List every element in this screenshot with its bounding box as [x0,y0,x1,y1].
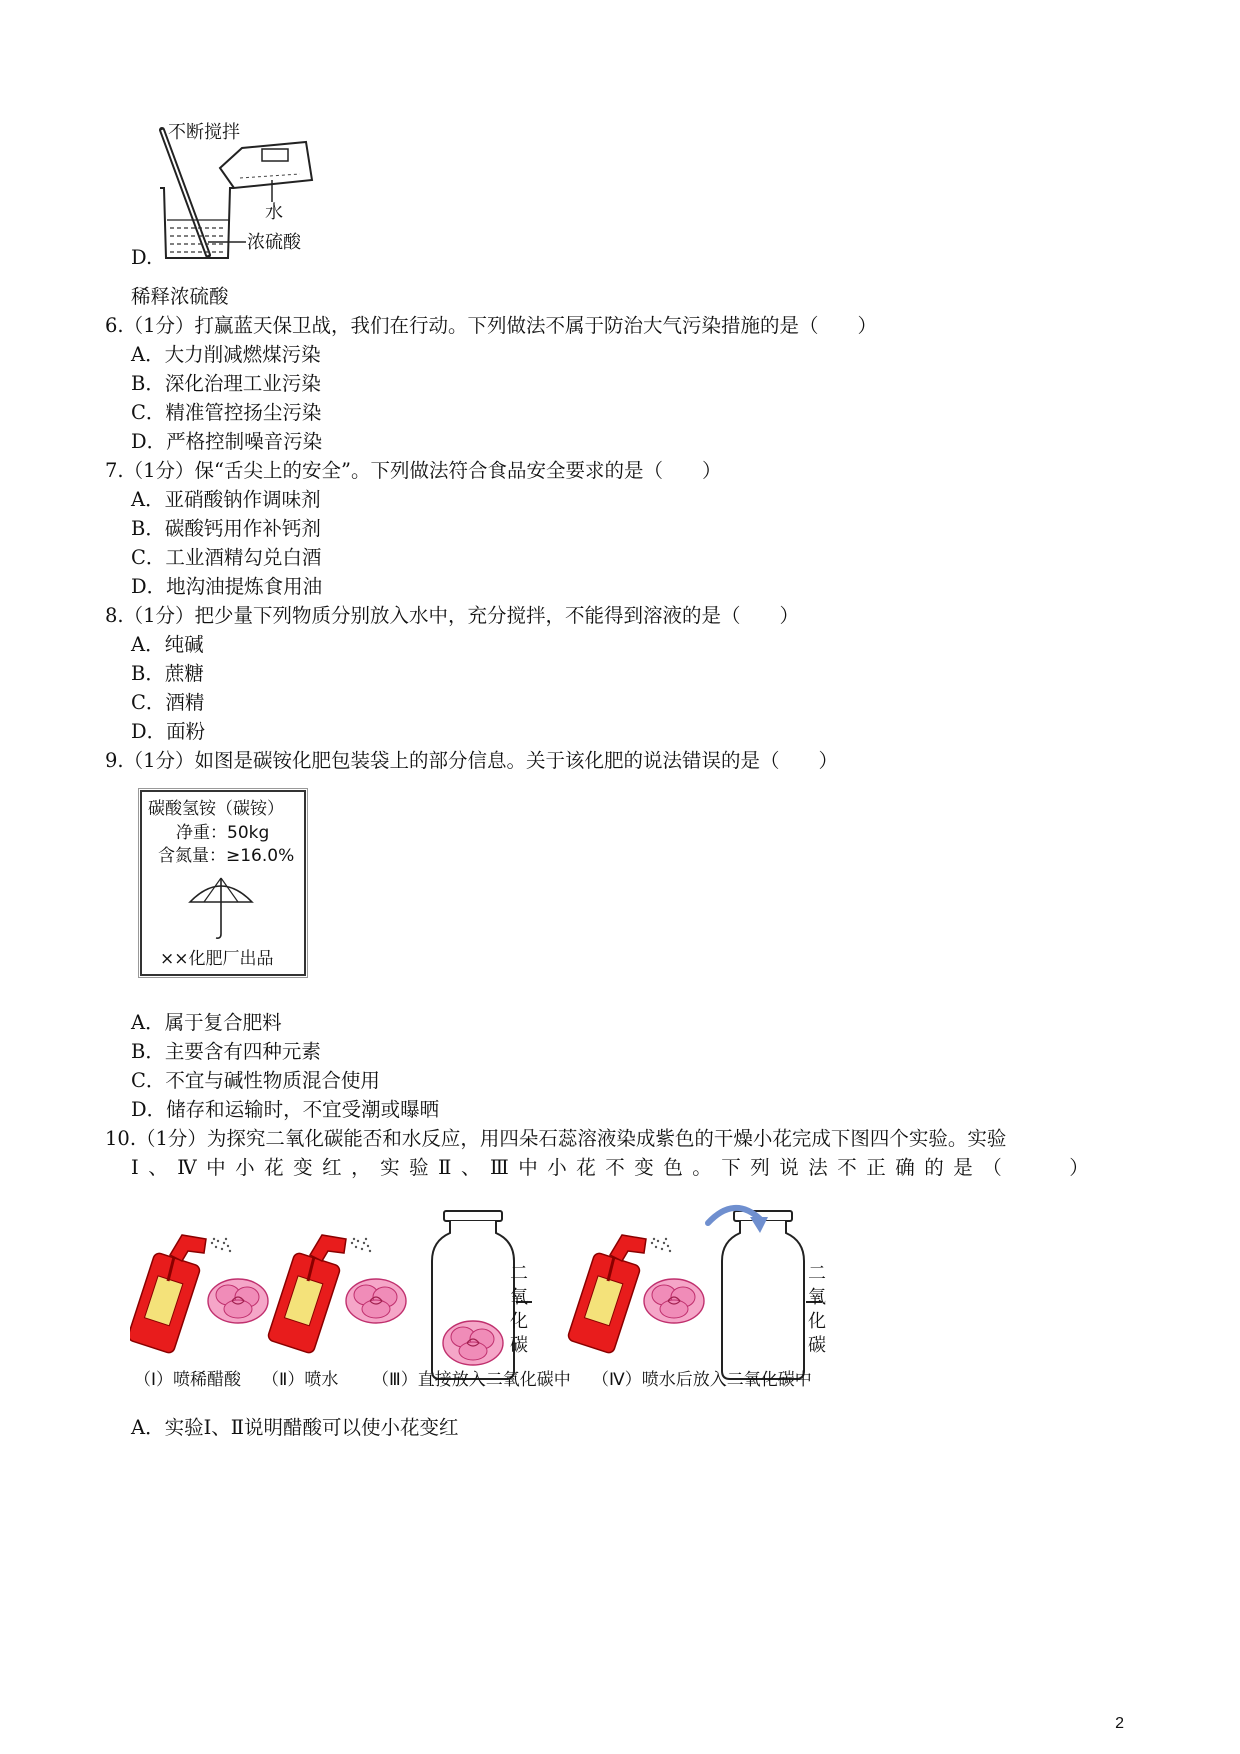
q6-option-c: C．精准管控扬尘污染 [131,401,322,424]
co2-char: 化 [808,1311,826,1332]
q9-option-d: D．储存和运输时，不宜受潮或曝晒 [131,1098,440,1121]
q9-option-c: C．不宜与碱性物质混合使用 [131,1069,380,1092]
fertilizer-label-box [140,790,306,976]
co2-char: 氧 [510,1287,528,1308]
co2-char: 化 [510,1311,528,1332]
co2-char: 碳 [510,1335,528,1356]
experiment-caption-2: （Ⅱ）喷水 [262,1370,339,1390]
experiment-caption-4: （Ⅳ）喷水后放入二氧化碳中 [592,1370,812,1390]
experiment-caption-3: （Ⅲ）直接放入二氧化碳中 [372,1370,571,1390]
q6-option-a: A．大力削减燃煤污染 [131,343,321,366]
q8-option-c: C．酒精 [131,691,205,714]
option-d-label: D. [131,246,153,269]
co2-label-jar-3 [510,1262,540,1358]
co2-char: 二 [808,1263,826,1284]
figure-caption: 稀释浓硫酸 [131,285,229,308]
q10-option-a: A．实验Ⅰ、Ⅱ说明醋酸可以使小花变红 [131,1416,459,1439]
co2-char: 二 [510,1263,528,1284]
question-8-stem: 8.（1分）把少量下列物质分别放入水中，充分搅拌，不能得到溶液的是（ ） [105,604,800,627]
q9-option-b: B．主要含有四种元素 [131,1040,321,1063]
question-7-stem: 7.（1分）保“舌尖上的安全”。下列做法符合食品安全要求的是（ ） [105,459,722,482]
page-number: 2 [1115,1715,1124,1732]
fertilizer-maker: ××化肥厂出品 [160,949,274,969]
co2-char: 氧 [808,1287,826,1308]
q7-option-b: B．碳酸钙用作补钙剂 [131,517,321,540]
q8-option-d: D．面粉 [131,720,206,743]
q7-option-d: D．地沟油提炼食用油 [131,575,323,598]
question-10-stem-line1: 10.（1分）为探究二氧化碳能否和水反应，用四朵石蕊溶液染成紫色的干燥小花完成下图四个实验。实验 [105,1127,1007,1150]
q9-option-a: A．属于复合肥料 [131,1011,282,1034]
fertilizer-weight: 净重：50kg [176,823,270,843]
question-10-stem-line2: Ⅰ、Ⅳ中小花变红，实验Ⅱ、Ⅲ中小花不变色。下列说法不正确的是（ ） [131,1156,1099,1179]
stir-label: 不断搅拌 [168,122,240,143]
co2-label-jar-4 [808,1262,838,1358]
co2-char: 碳 [808,1335,826,1356]
q7-option-a: A．亚硝酸钠作调味剂 [131,488,321,511]
umbrella-icon [186,876,256,940]
question-9-stem: 9.（1分）如图是碳铵化肥包装袋上的部分信息。关于该化肥的说法错误的是（ ） [105,749,839,772]
q7-option-c: C．工业酒精勾兑白酒 [131,546,322,569]
water-label: 水 [265,202,283,223]
q8-option-a: A．纯碱 [131,633,204,656]
q6-option-d: D．严格控制噪音污染 [131,430,323,453]
experiment-caption-1: （Ⅰ）喷稀醋酸 [134,1370,242,1390]
fertilizer-title: 碳酸氢铵（碳铵） [148,799,284,819]
fertilizer-nitrogen: 含氮量：≥16.0% [158,846,295,866]
acid-label: 浓硫酸 [247,232,301,253]
q6-option-b: B．深化治理工业污染 [131,372,321,395]
q8-option-b: B．蔗糖 [131,662,204,685]
question-6-stem: 6.（1分）打赢蓝天保卫战，我们在行动。下列做法不属于防治大气污染措施的是（ ） [105,314,878,337]
co2-experiment-figure [130,1195,840,1395]
